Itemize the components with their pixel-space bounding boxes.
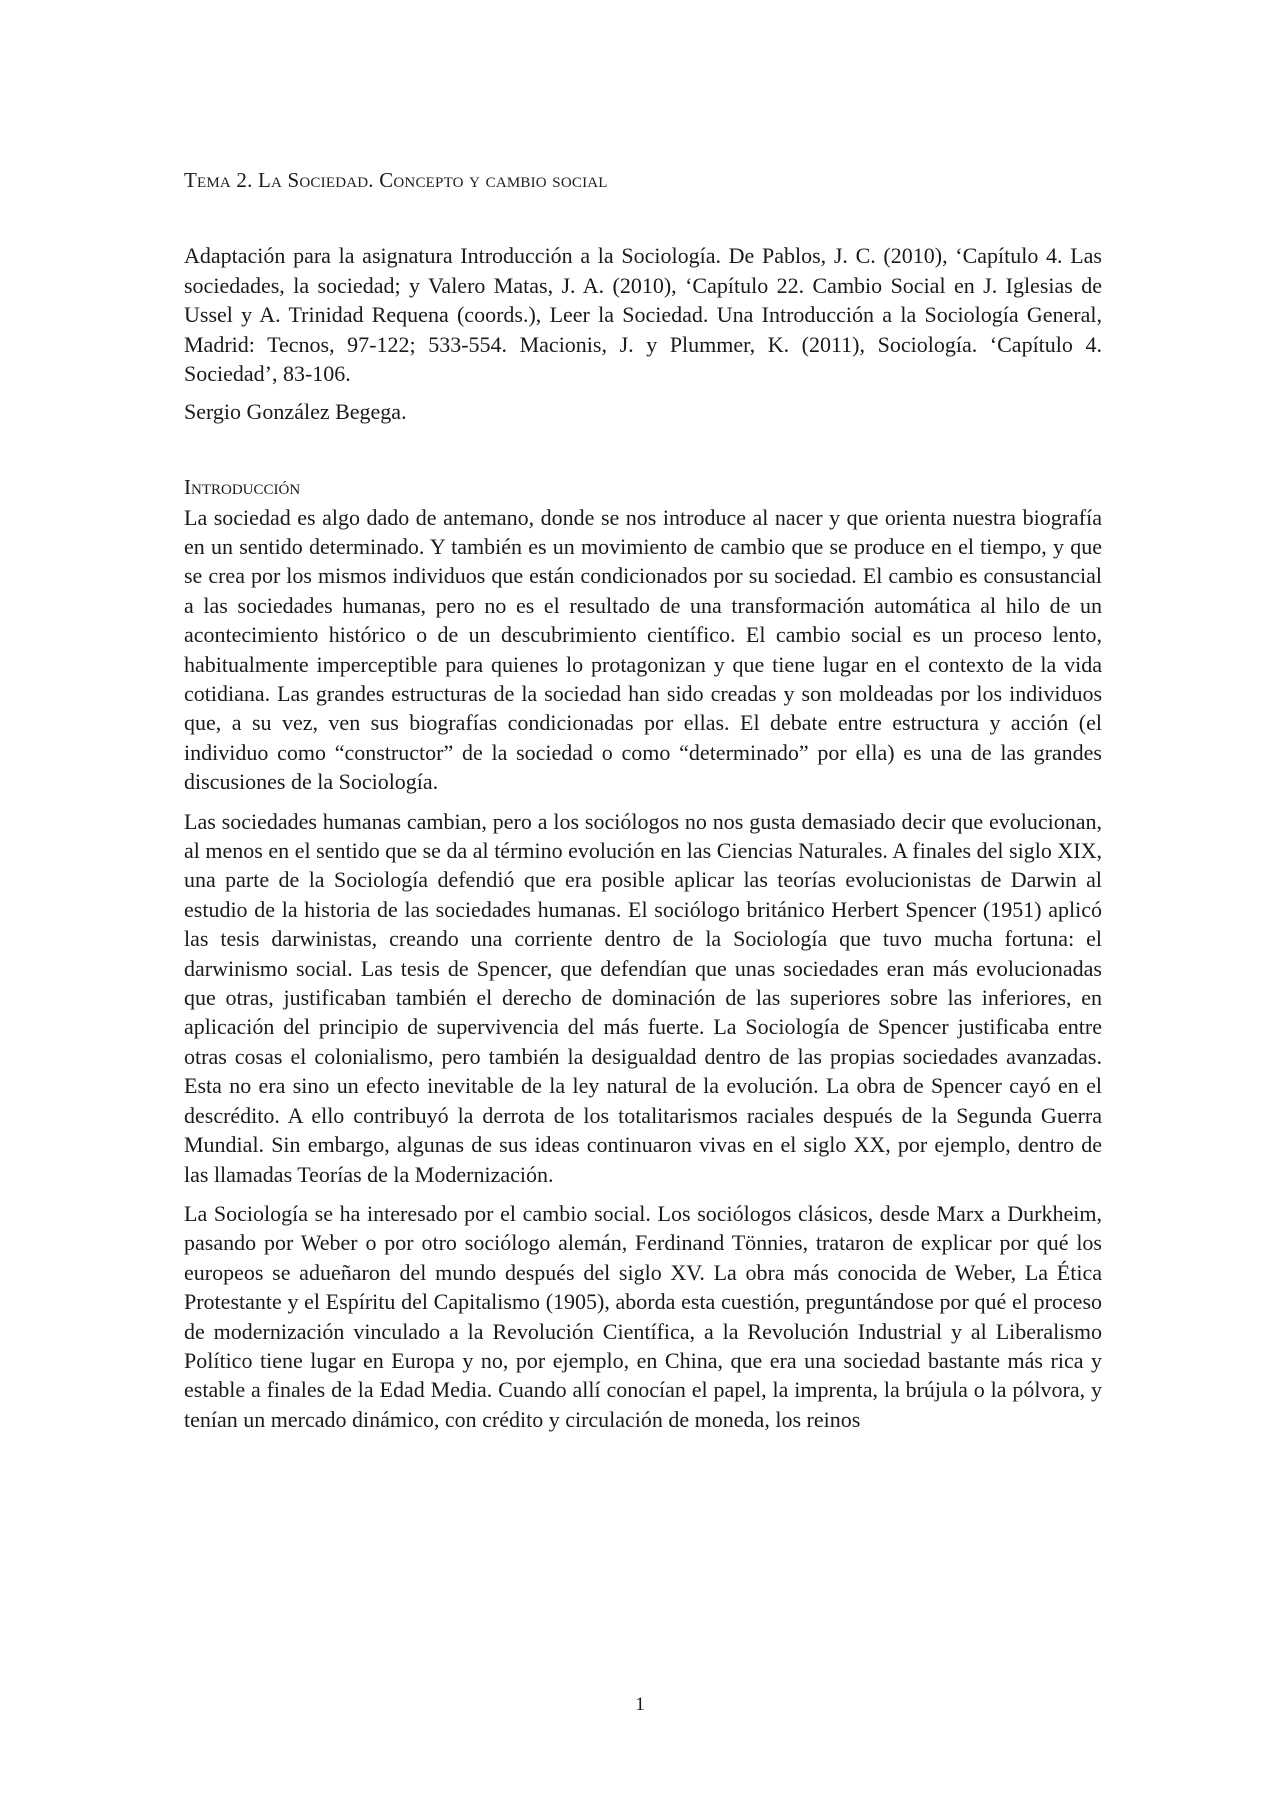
source-citation: Adaptación para la asignatura Introducción a la Sociología. De Pablos, J. C. (2010), ‘Capítulo 4. Las sociedades, la sociedad; y Valero Matas, J. A. (2010), ‘Capítulo 22. Cambio Social en J. Iglesias de Ussel y A. Trinidad Requena (coords.), Leer la Sociedad. Una Introducción a la Sociología General, Madrid: Tecnos, 97-122; 533-554. Macionis, J. y Plummer, K. (2011), Sociología. ‘Capítulo 4. Sociedad’, 83-106. bbox=[184, 243, 1102, 387]
page-number: 1 bbox=[635, 1694, 645, 1715]
author-name: Sergio González Begega. bbox=[184, 398, 407, 424]
paragraph-3: La Sociología se ha interesado por el cambio social. Los sociólogos clásicos, desde Marx a Durkheim, pasando por Weber o por otro sociólogo alemán, Ferdinand Tönnies, trataron de explicar por qué los europeos se adueñaron del mundo después del siglo XV. La obra más conocida de Weber, La Ética Protestante y el Espíritu del Capitalismo (1905), aborda esta cuestión, preguntándose por qué el proceso de modernización vinculado a la Revolución Científica, a la Revolución Industrial y al Liberalismo Político tiene lugar en Europa y no, por ejemplo, en China, que era una sociedad bastante más rica y estable a finales de la Edad Media. Cuando allí conocían el papel, la imprenta, la brújula o la pólvora, y tenían un mercado dinámico, con crédito y circulación de moneda, los reinos bbox=[184, 1200, 1102, 1432]
paragraph-1: La sociedad es algo dado de antemano, donde se nos introduce al nacer y que orienta nuestra biografía en un sentido determinado. Y también es un movimiento de cambio que se produce en el tiempo, y que se crea por los mismos individuos que están condicionados por su sociedad. El cambio es consustancial a las sociedades humanas, pero no es el resultado de una transformación automática al hilo de un acontecimiento histórico o de un descubrimiento científico. El cambio social es un proceso lento, habitualmente imperceptible para quienes lo protagonizan y que tiene lugar en el contexto de la vida cotidiana. Las grandes estructuras de la sociedad han sido creadas y son moldeadas por los individuos que, a su vez, ven sus biografías condicionadas por ellas. El debate entre estructura y acción (el individuo como “constructor” de la sociedad o como “determinado” por ella) es una de las grandes discusiones de la Sociología. bbox=[184, 504, 1102, 795]
document-title: Tema 2. La Sociedad. Concepto y cambio social bbox=[184, 168, 608, 192]
section-heading-introduction: Introducción bbox=[184, 474, 301, 499]
paragraph-2: Las sociedades humanas cambian, pero a los sociólogos no nos gusta demasiado decir que evolucionan, al menos en el sentido que se da al término evolución en las Ciencias Naturales. A finales del siglo XIX, una parte de la Sociología defendió que era posible aplicar las teorías evolucionistas de Darwin al estudio de la historia de las sociedades humanas. El sociólogo británico Herbert Spencer (1951) aplicó las tesis darwinistas, creando una corriente dentro de la Sociología que tuvo mucha fortuna: el darwinismo social. Las tesis de Spencer, que defendían que unas sociedades eran más evolucionadas que otras, justificaban también el derecho de dominación de las superiores sobre las inferiores, en aplicación del principio de supervivencia del más fuerte. La Sociología de Spencer justificaba entre otras cosas el colonialismo, pero también la desigualdad dentro de las propias sociedades avanzadas. Esta no era sino un efecto inevitable de la ley natural de la evolución. La obra de Spencer cayó en el descrédito. A ello contribuyó la derrota de los totalitarismos raciales después de la Segunda Guerra Mundial. Sin embargo, algunas de sus ideas continuaron vivas en el siglo XX, por ejemplo, dentro de las llamadas Teorías de la Modernización. bbox=[184, 808, 1102, 1187]
page-content bbox=[184, 168, 1102, 1444]
